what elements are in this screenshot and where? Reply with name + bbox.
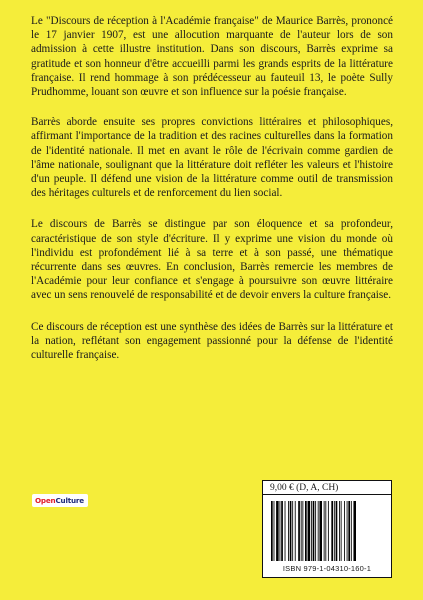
barcode-bar [353,501,356,561]
barcode-bar [334,501,335,561]
barcode-bar [336,501,338,561]
barcode-bar [347,501,348,561]
barcode-bar [344,501,345,561]
logo-open-text: Open [35,496,56,505]
barcode-bar [339,501,340,561]
barcode-bar [351,501,352,561]
blurb-paragraph-4: Ce discours de réception est une synthèse des idées de Barrès sur la littérature et la nation, reflétant son engagement passionné pour la défense de l'identité culturelle française. [31,320,393,362]
blurb-text [31,14,393,379]
publisher-logo-text [35,496,84,505]
barcode-bar [318,501,319,561]
barcode-area [262,494,392,578]
barcode-bar [301,501,302,561]
price-label: 9,00 € (D, A, CH) [262,480,392,496]
barcode-bar [292,501,293,561]
barcode-bar [280,501,281,561]
barcode-bar [341,501,342,561]
barcode-icon [271,501,385,561]
barcode-bar [290,501,292,561]
barcode-bar [305,501,307,561]
blurb-paragraph-1: Le "Discours de réception à l'Académie française" de Maurice Barrès, prononcé le 17 janvier 1907, est une allocution marquante de l'auteur lors de son admission à cette illustre institution. Dans son discours, Barrès exprime sa gratitude et son honneur d'être accueilli parmi les grands esprits de la littérature française. Il rend hommage à son prédécesseur au fauteuil 13, le poète Sully Prudhomme, louant son œuvre et son influence sur la poésie française. [31,15,393,99]
barcode-bar [315,501,316,561]
barcode-bar [271,501,273,561]
barcode-bar [311,501,312,561]
barcode-bar [325,501,326,561]
barcode-bar [302,501,303,561]
barcode-bar [308,501,311,561]
barcode-bar [281,501,283,561]
barcode-bar [328,501,329,561]
barcode-bar [324,501,325,561]
barcode-bar [331,501,333,561]
barcode-bar [298,501,300,561]
barcode-bar [348,501,350,561]
blurb-paragraph-3: Le discours de Barrès se distingue par son éloquence et sa profondeur, caractéristique de son style d'écriture. Il y exprime une vision du monde où l'individu est profondément lié à sa terre et à son passé, une thématique récurrente dans ses œuvres. En conclusion, Barrès remercie les membres de l'Académie pour leur confiance et s'engage à poursuivre son œuvre littéraire avec un sens renouvelé de responsabilité et de devoir envers la culture française. [31,218,393,302]
barcode-bar [313,501,315,561]
barcode-bar [295,501,296,561]
blurb-paragraph-2: Barrès aborde ensuite ses propres convictions littéraires et philosophiques, affirmant l'importance de la tradition et des racines culturelles dans la formation de l'identité nationale. Il met en avant le rôle de l'écrivain comme gardien de l'âme nationale, soulignant que la littérature doit refléter les valeurs et l'histoire d'un peuple. Il défend une vision de la littérature comme outil de transmission des héritages culturels et de renforcement du lien social. [31,116,393,200]
barcode-bar [319,501,322,561]
isbn-label: ISBN 979-1-04310-160-1 [282,564,372,573]
publisher-logo [32,494,88,507]
logo-culture-text: Culture [55,496,84,505]
barcode-bar [288,501,289,561]
barcode-bar [285,501,286,561]
barcode-bar [274,501,275,561]
barcode-bar [276,501,279,561]
